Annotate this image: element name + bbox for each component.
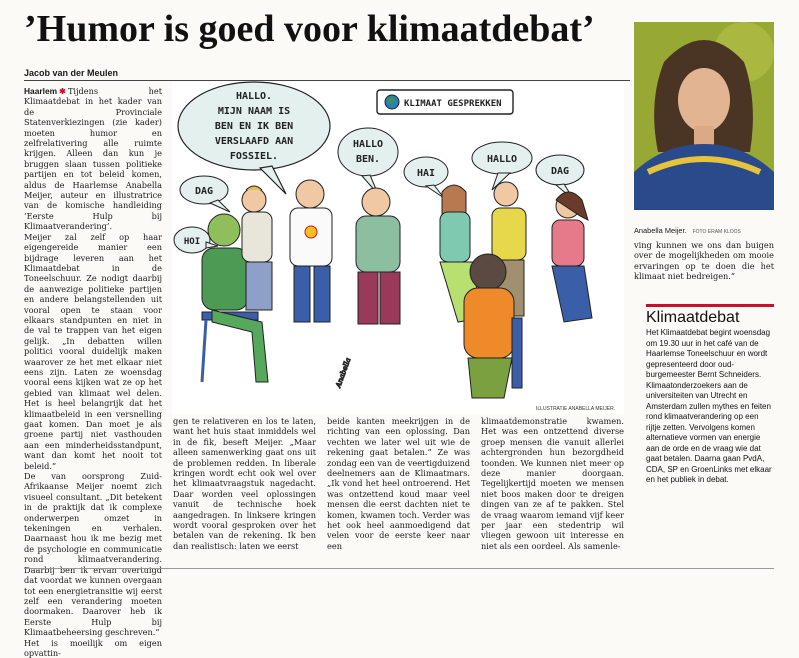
sign xyxy=(377,90,513,114)
divider xyxy=(24,80,630,81)
illustration-credit: ILLUSTRATIE ANABELLA MEIJER. xyxy=(536,406,616,412)
sign-text: KLIMAAT GESPREKKEN xyxy=(404,99,502,109)
article-paragraph: klimaatdemonstratie kwamen. Het was een ontzettend diverse groep mensen die vanuit allerlei achtergronden hun bezorgdheid toonden. We kunnen niet meer op deze manier doorgaan. Tegelijkertijd moeten we mensen niet boos maken door te dreigen dingen van ze af te pakken. Stel de vraag waarom iemand vijf keer per jaar een stedentrip wil vliegen gewoon uit interesse en niet als een oordeel. Als samenle- xyxy=(481,416,624,551)
article-paragraph xyxy=(24,86,162,232)
sidebar-box-title: Klimaatdebat xyxy=(646,304,774,327)
bubble-line: HALLO. xyxy=(235,91,273,102)
article-column-2 xyxy=(173,416,316,560)
speech-bubble-hai xyxy=(404,157,448,198)
headline: ’Humor is goed voor klimaatdebat’ xyxy=(24,8,595,50)
article-column-1 xyxy=(24,86,162,658)
cartoon-illustration xyxy=(172,82,624,414)
bubble-text: DAG xyxy=(550,166,570,177)
bubble-line: BEN EN IK BEN xyxy=(214,121,294,132)
divider xyxy=(24,568,774,569)
bubble-line: BEN. xyxy=(355,154,381,165)
dateline-city: Haarlem xyxy=(24,86,58,96)
bubble-text: HOI xyxy=(183,237,201,247)
bubble-line: MIJN NAAM IS xyxy=(217,106,291,117)
bubble-line: HALLO xyxy=(352,139,384,150)
article-paragraph: ving kunnen we ons dan buigen over de mogelijkheden om mooie ervaringen op te doen die het klimaat niet bedreigen.” xyxy=(634,240,774,282)
bubble-line: VERSLAAFD AAN xyxy=(214,136,294,147)
star-icon: ✱ xyxy=(59,86,66,96)
article-paragraph: Het is moeilijk om eigen opvattin- xyxy=(24,637,162,658)
bubble-text: HALLO xyxy=(486,154,518,165)
byline: Jacob van der Meulen xyxy=(24,68,119,78)
article-column-5 xyxy=(634,240,774,292)
bubble-line: FOSSIEL. xyxy=(229,151,279,162)
article-lead: Tijdens het Klimaatdebat in het kader van de Provinciale Statenverkiezingen (zie kader) moeten humor en zelfrelativering alle ruimte krijgen. Alleen dan kun je bruggen slaan tussen politieke partijen en tot beleid komen, aldus de Haarlemse Anabella Meijer, auteur en illustratrice van de komische handleiding ’Eerste Hulp bij Klimaatverandering’. xyxy=(24,86,162,232)
speech-bubble-dag-right xyxy=(536,155,584,200)
people-in-circle xyxy=(202,180,592,398)
article-column-4 xyxy=(481,416,624,560)
bubble-text: HAI xyxy=(416,168,436,179)
article-paragraph: De van oorsprong Zuid-Afrikaanse Meijer noemt zich visueel consultant. „Dit betekent in de praktijk dat ik complexe onderwerpen omzet in tekeningen en verhalen. Daarnaast hou ik me bezig met de psychologie en communicatie rond klimaatverandering. Daarbij ben ik ervan overtuigd dat voordat we kunnen overgaan tot een energietransitie wij eerst zelf een verandering moeten doormaken. Daarover heb ik Eerste Hulp bij Klimaatbeheersing geschreven.” xyxy=(24,471,162,638)
artist-signature: Anabella xyxy=(334,356,353,389)
box-paragraph: Klimaatonderzoekers aan de universiteiten van Utrecht en Amsterdam zullen mythes en feiten rond klimaatverandering op een rijtje zetten. Vervolgens komen alternatieve vormen van energie aan de orde en de vraag wie dat gaat betalen. Daarna gaan PvdA, CDA, SP en GroenLinks met elkaar en het publiek in debat. xyxy=(646,380,772,484)
speech-bubble-hallo-ben xyxy=(338,128,398,194)
box-paragraph: Het Klimaatdebat begint woensdag om 19.30 uur in het café van de Haarlemse Toneelschuur en wordt gepresenteerd door oud-burgemeester Bernt Schneiders. xyxy=(646,328,771,379)
photo-caption xyxy=(634,226,774,235)
speech-bubble-dag-left xyxy=(180,176,230,212)
bubble-text: DAG xyxy=(194,186,214,197)
article-paragraph: beide kanten meekrijgen in de richting van een oplossing. Dan vechten we later wel uit wie de rekening gaat betalen.” Ze was zondag een van de veertigduizend deelnemers aan de Klimaatmars. „Ik vond het heel ontroerend. Het was ontzettend koud maar veel mensen die eerst dachten niet te komen, kwamen toch. Verder was het ook heel aanmoedigend dat velen voor de eerste keer naar een xyxy=(327,416,470,551)
article-paragraph: gen te relativeren en los te laten, want het huis staat inmiddels wel in de fik, beseft Meijer. „Maar alleen samenwerking gaat ons uit de problemen redden. In liberale kringen wordt echt ook wel over het klimaatvraagstuk nagedacht. Daar worden veel oplossingen vanuit de technische hoek aangedragen. In linksere kringen wordt vooral gesproken over het betalen van de rekening. Ik ben dan realistisch: laten we eerst xyxy=(173,416,316,551)
portrait-photo xyxy=(634,22,774,210)
sidebar-box-text xyxy=(646,328,774,486)
article-column-3 xyxy=(327,416,470,560)
photo-credit: FOTO ERAM KLOOS xyxy=(692,229,741,235)
caption-name: Anabella Meijer. xyxy=(634,226,687,235)
article-paragraph: Meijer zal zelf op haar eigengereide manier een bijdrage leveren aan het Klimaatdebat in de Toneelschuur. Ze nodigt daarbij de aanwezige politieke partijen en andere belangstellenden uit vooral open te staan voor elkaars standpunten en niet in de val te trappen van het eigen gelijk. „In debatten willen politici vooral duidelijk maken waarover ze het met elkaar niet eens zijn. Laten ze woensdag vooral eens kijken wat ze op het gebied van klimaat wel delen. Het is heel belangrijk dat het klimaatbeleid in een versnelling gaat komen. Dan moet je als groene partij niet vasthouden aan een minderheidsstandpunt, want dan komt het nooit tot beleid.” xyxy=(24,231,162,471)
